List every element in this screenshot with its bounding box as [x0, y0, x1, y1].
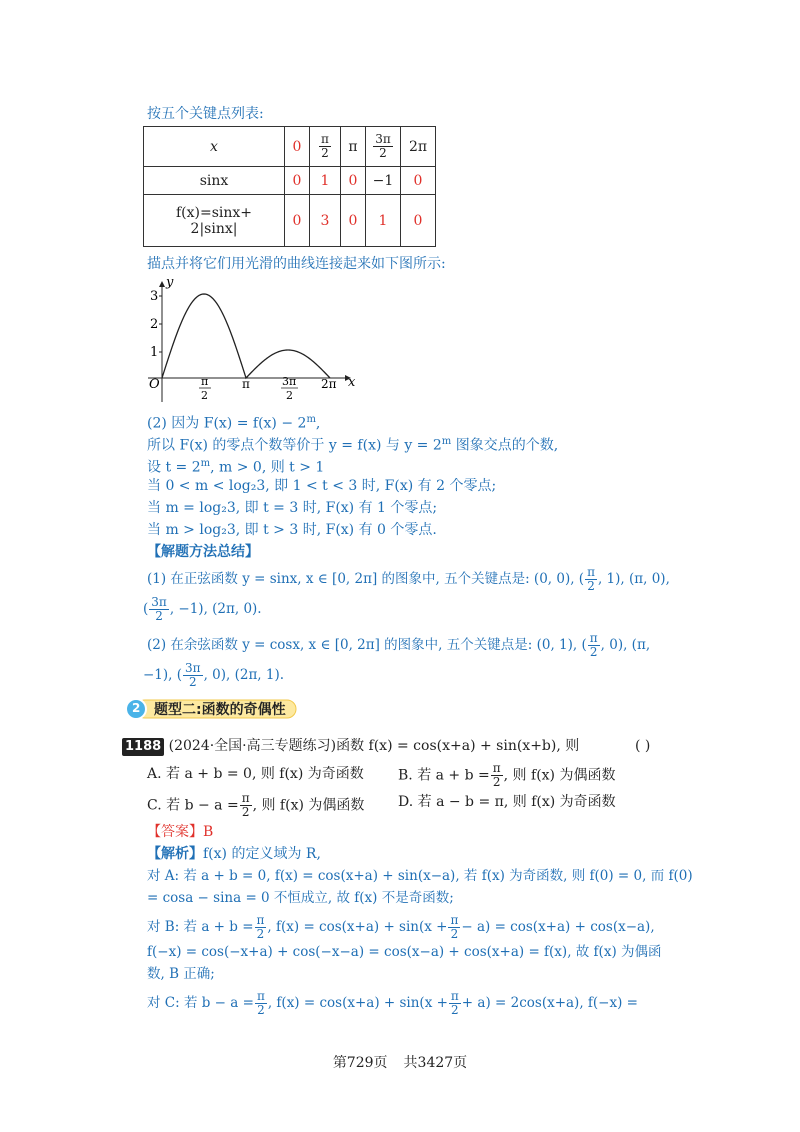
method-s1: (1) 在正弦函数 y = sinx, x ∈ [0, 2π] 的图象中, 五个关键点是: (0, 0), ( $\frac{\pi}{2}$ , 1), (π, 0), — [147, 565, 670, 593]
curve-f — [162, 294, 330, 378]
analysis-line4: f(−x) = cos(−x+a) + cos(−x−a) = cos(x−a) + cos(x+a) = f(x), 故 f(x) 为偶函 — [147, 944, 662, 960]
cell: 0 — [341, 195, 366, 247]
cell: $\frac{3\pi}{2}$ — [366, 127, 401, 167]
answer-paren: ( ) — [635, 738, 651, 754]
cell: 2π — [401, 127, 436, 167]
graph-intro: 描点并将它们用光滑的曲线连接起来如下图所示: — [147, 256, 446, 272]
section-number: 2 — [132, 701, 141, 715]
cell: π — [341, 127, 366, 167]
cell: −1 — [366, 167, 401, 195]
x-tick-frac-d: 2 — [201, 389, 208, 402]
answer: 【答案】B — [147, 824, 214, 840]
option-b: B. 若 a + b = $\frac{\pi}{2}$ , 则 f(x) 为偶函数 — [398, 761, 616, 789]
key-points-table — [143, 126, 436, 247]
row-header-sin: sinx — [144, 167, 285, 195]
analysis-line0: 【解析】f(x) 的定义域为 R, — [147, 846, 321, 862]
y-tick-label: 3 — [150, 289, 159, 304]
option-d: D. 若 a − b = π, 则 f(x) 为奇函数 — [398, 794, 616, 810]
page-footer: 第729页 共3427页 — [332, 1055, 468, 1071]
analysis-line2: = cosa − sina = 0 不恒成立, 故 f(x) 不是奇函数; — [147, 890, 454, 906]
x-tick-label: π — [242, 377, 250, 391]
cell: 3 — [310, 195, 341, 247]
part2-line2: 所以 F(x) 的零点个数等价于 y = f(x) 与 $y = 2^m$ 图象交点的个数, — [147, 436, 559, 454]
x-tick-frac-n: 3π — [282, 375, 297, 388]
cell: 0 — [285, 167, 310, 195]
x-tick-label: 2π — [321, 377, 337, 391]
section-title: 题型二:函数的奇偶性 — [154, 702, 286, 718]
method-s1-cont: ( $\frac{3\pi}{2}$ , −1), (2π, 0). — [143, 595, 262, 623]
cell: 0 — [401, 195, 436, 247]
x-axis-label: x — [348, 375, 356, 390]
y-tick-label: 2 — [150, 317, 159, 332]
analysis-line5: 数, B 正确; — [147, 966, 215, 982]
table-heading: 按五个关键点列表: — [147, 106, 264, 122]
question-number: 1188 — [122, 738, 164, 756]
part2-line3: 设 $t = 2^m$, m > 0, 则 t > 1 — [147, 458, 325, 476]
option-a: A. 若 a + b = 0, 则 f(x) 为奇函数 — [147, 766, 364, 782]
cell: 0 — [285, 195, 310, 247]
x-tick-frac-d: 2 — [286, 389, 293, 402]
question-stem: 1188 (2024·全国·高三专题练习)函数 f(x) = cos(x+a) + sin(x+b), 则 — [122, 736, 579, 756]
origin-label: O — [149, 377, 160, 392]
option-c: C. 若 b − a = $\frac{\pi}{2}$ , 则 f(x) 为偶函数 — [147, 791, 365, 819]
row-header-x: x — [144, 127, 285, 167]
y-tick-label: 1 — [150, 345, 159, 360]
cell: 0 — [285, 127, 310, 167]
part2-line5: 当 m = log₂3, 即 t = 3 时, F(x) 有 1 个零点; — [147, 500, 438, 516]
part2-line6: 当 m > log₂3, 即 t > 3 时, F(x) 有 0 个零点. — [147, 522, 437, 538]
x-tick-frac-n: π — [201, 375, 209, 388]
part2-line4: 当 0 < m < log₂3, 即 1 < t < 3 时, F(x) 有 2 个零点; — [147, 478, 497, 494]
method-s2: (2) 在余弦函数 y = cosx, x ∈ [0, 2π] 的图象中, 五个关键点是: (0, 1), ( $\frac{\pi}{2}$ , 0), (π, — [147, 631, 651, 659]
part2-line1: (2) 因为 $F(x) = f(x) - 2^m$, — [147, 414, 321, 432]
analysis-line6: 对 C: 若 b − a = $\frac{\pi}{2}$ , f(x) = cos(x+a) + sin(x + $\frac{\pi}{2}$ + a) = 2cos(x+a), f(−x) = — [147, 989, 638, 1017]
y-axis-label: y — [166, 275, 174, 290]
analysis-line3: 对 B: 若 a + b = $\frac{\pi}{2}$ , f(x) = cos(x+a) + sin(x + $\frac{\pi}{2}$ − a) = cos(x+a) + cos(x−a), — [147, 913, 655, 941]
analysis-line1: 对 A: 若 a + b = 0, f(x) = cos(x+a) + sin(x−a), 若 f(x) 为奇函数, 则 f(0) = 0, 而 f(0) — [147, 868, 693, 884]
function-graph — [140, 274, 370, 409]
cell: 0 — [401, 167, 436, 195]
cell: 1 — [310, 167, 341, 195]
method-s2-cont: −1), ( $\frac{3\pi}{2}$ , 0), (2π, 1). — [143, 661, 285, 689]
cell: $\frac{\pi}{2}$ — [310, 127, 341, 167]
cell: 1 — [366, 195, 401, 247]
cell: 0 — [341, 167, 366, 195]
method-title: 【解题方法总结】 — [147, 544, 259, 560]
row-header-f: f(x)=sinx+ 2|sinx| — [144, 195, 285, 247]
